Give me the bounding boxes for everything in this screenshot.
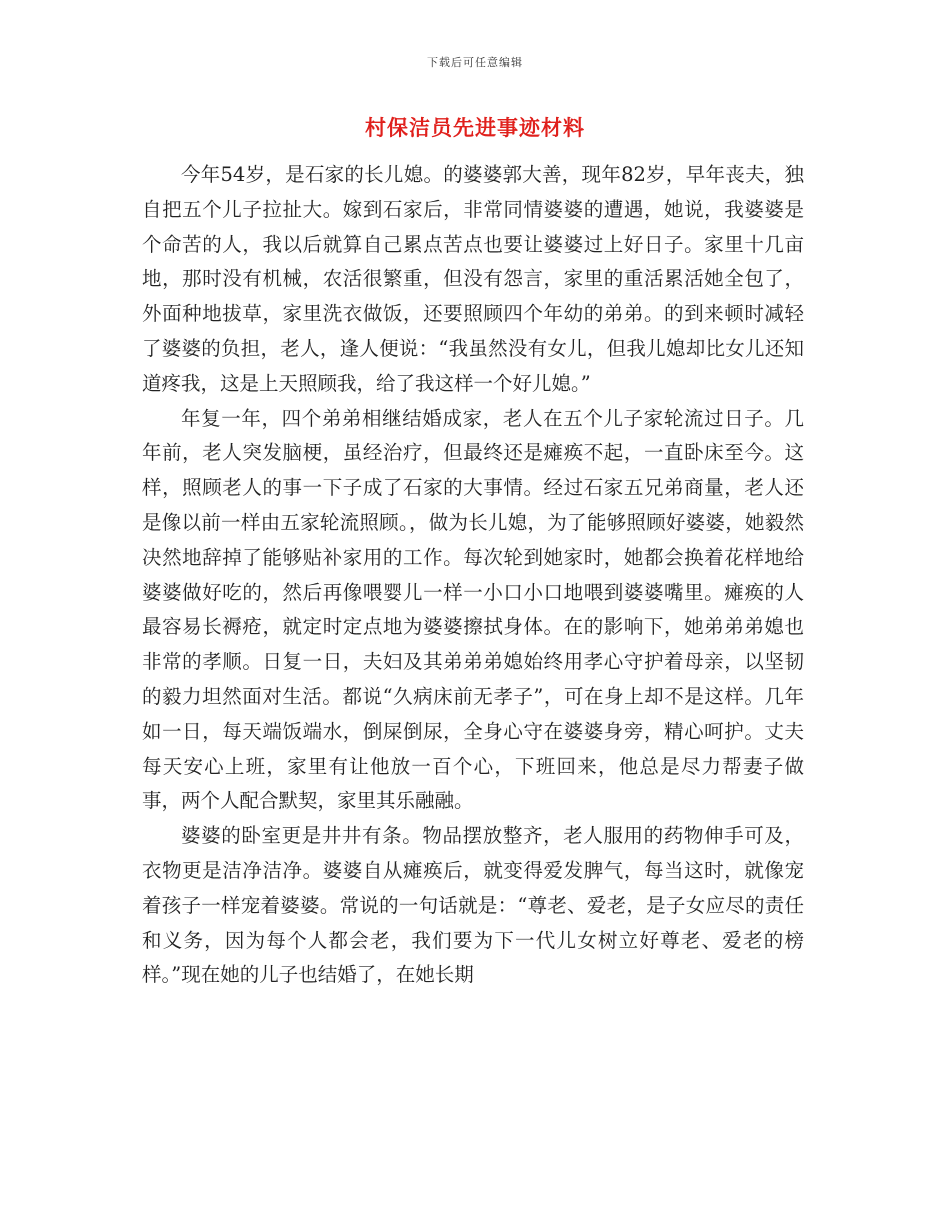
body-paragraph: 年复一年，四个弟弟相继结婚成家，老人在五个儿子家轮流过日子。几年前，老人突发脑梗，虽经治疗，但最终还是瘫痪不起，一直卧床至今。这样，照顾老人的事一下子成了石家的大事情。经过石家五兄弟商量，老人还是像以前一样由五家轮流照顾。，做为长儿媳，为了能够照顾好婆婆，她毅然决然地辞掉了能够贴补家用的工作。每次轮到她家时，她都会换着花样地给婆婆做好吃的，然后再像喂婴儿一样一小口小口地喂到婆婆嘴里。瘫痪的人最容易长褥疮，就定时定点地为婆婆擦拭身体。在的影响下，她弟弟弟媳也非常的孝顺。日复一日，夫妇及其弟弟弟媳始终用孝心守护着母亲，以坚韧的毅力坦然面对生活。都说“久病床前无孝子”，可在身上却不是这样。几年如一日，每天端饭端水，倒屎倒尿，全身心守在婆婆身旁，精心呵护。丈夫每天安心上班，家里有让他放一百个心，下班回来，他总是尽力帮妻子做事，两个人配合默契，家里其乐融融。 — [142, 406, 804, 813]
document-title: 村保洁员先进事迹材料 — [365, 115, 585, 140]
document-body — [142, 158, 804, 993]
body-paragraph: 婆婆的卧室更是井井有条。物品摆放整齐，老人服用的药物伸手可及，衣物更是洁净洁净。婆婆自从瘫痪后，就变得爱发脾气，每当这时，就像宠着孩子一样宠着婆婆。常说的一句话就是：“尊老、爱老，是子女应尽的责任和义务，因为每个人都会老，我们要为下一代儿女树立好尊老、爱老的榜样。”现在她的儿子也结婚了，在她长期 — [142, 824, 804, 987]
page-header-note: 下载后可任意编辑 — [427, 56, 523, 69]
body-paragraph: 今年54岁，是石家的长儿媳。的婆婆郭大善，现年82岁，早年丧夫，独自把五个儿子拉扯大。嫁到石家后，非常同情婆婆的遭遇，她说，我婆婆是个命苦的人，我以后就算自己累点苦点也要让婆婆过上好日子。家里十几亩地，那时没有机械，农活很繁重，但没有怨言，家里的重活累活她全包了，外面种地拔草，家里洗衣做饭，还要照顾四个年幼的弟弟。的到来顿时减轻了婆婆的负担，老人，逢人便说：“我虽然没有女儿，但我儿媳却比女儿还知道疼我，这是上天照顾我，给了我这样一个好儿媳。” — [142, 163, 804, 395]
